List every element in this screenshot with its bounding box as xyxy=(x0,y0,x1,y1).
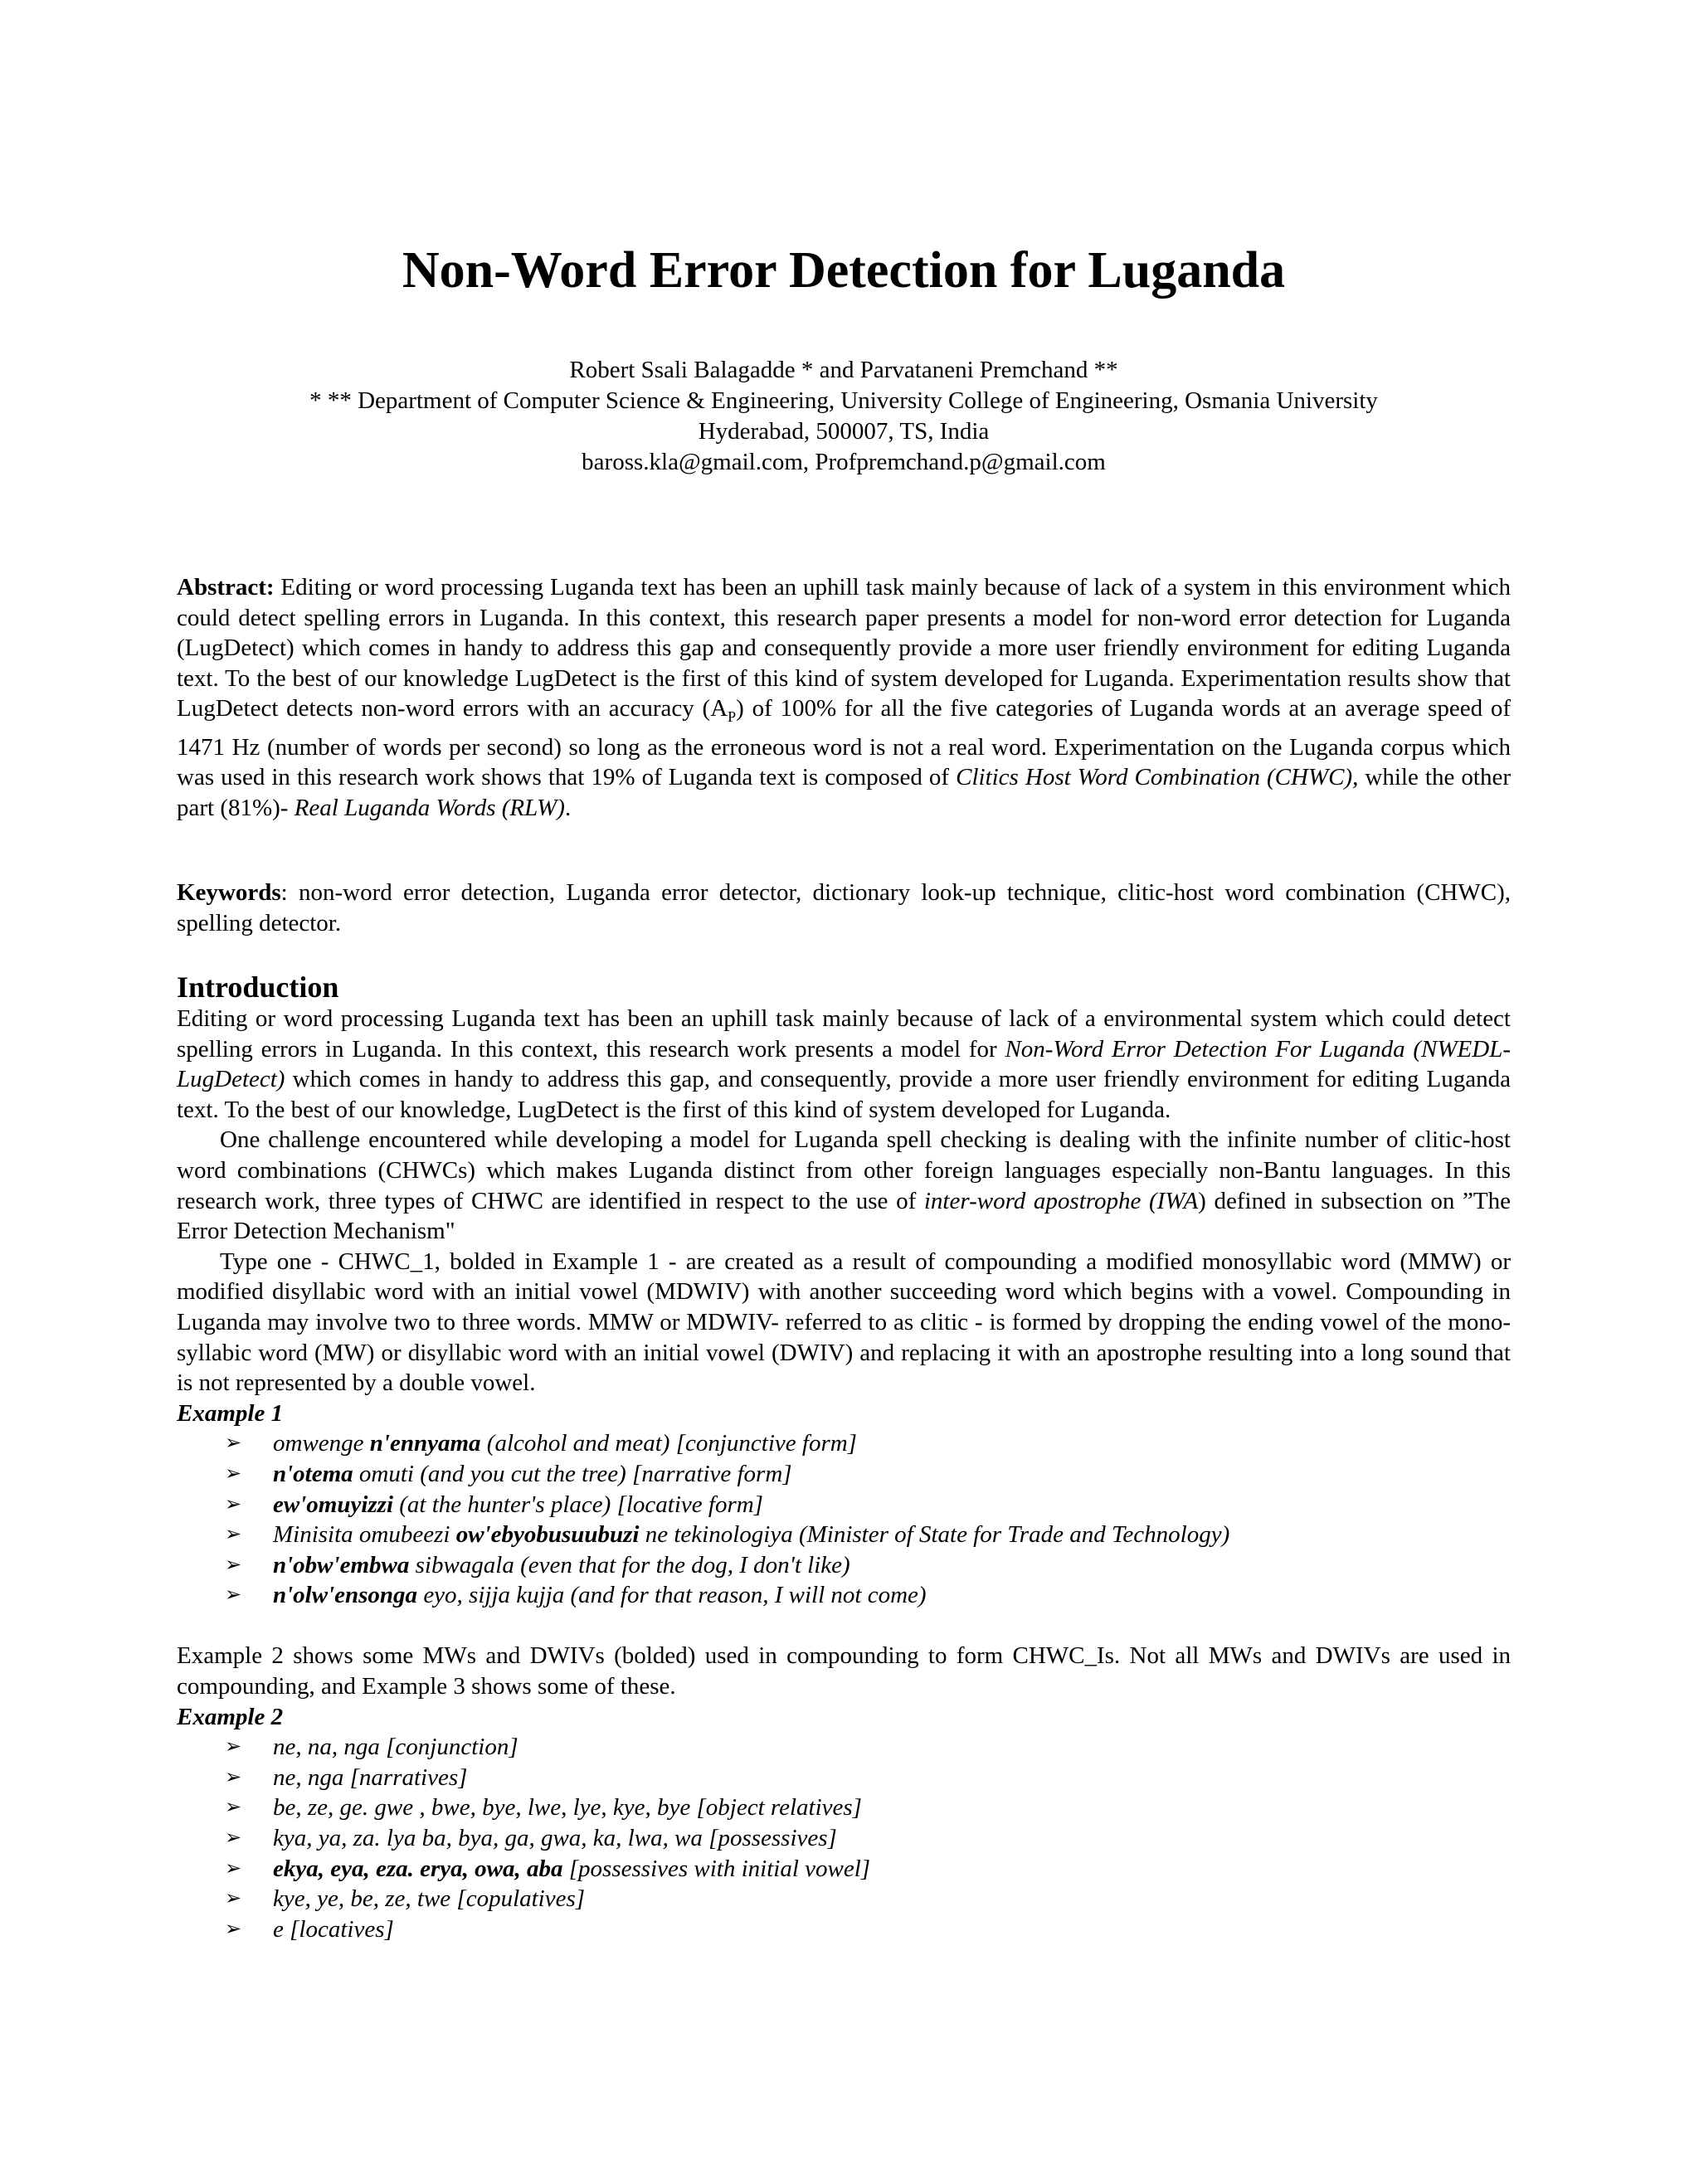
intro-p2-italic: inter-word apostrophe (IWA xyxy=(923,1187,1199,1214)
abstract-text-2: ) of 100% for all the five categories of Luganda words at an average speed of 1471 Hz (number of words per second) so long as the erroneous word is not a real word. Experimentation on the Luganda corpus which was used in this research work shows that 19% of Luganda text is composed of xyxy=(177,695,1511,791)
list-item xyxy=(225,1884,1511,1914)
arrow-bullet-icon: ➢ xyxy=(225,1432,242,1455)
author-emails: baross.kla@gmail.com, Profpremchand.p@gmail.com xyxy=(582,449,1106,475)
arrow-bullet-icon: ➢ xyxy=(225,1524,242,1546)
example-post: eyo, sijja kujja (and for that reason, I will not come) xyxy=(417,1582,927,1609)
paragraph-spacer xyxy=(177,1611,1511,1642)
section-heading-introduction: Introduction xyxy=(177,970,339,1004)
abstract-label: Abstract: xyxy=(177,574,275,601)
example-bold: ekya, eya, eza. erya, owa, aba xyxy=(273,1855,563,1882)
intro-p1-text-a: Editing or word processing Luganda text has been an uphill task mainly because of lack of a environmental system which could detect spelling errors in Luganda. In this context, this research work presents a model for xyxy=(177,1005,1511,1063)
example-text: [possessives with initial vowel] xyxy=(562,1855,871,1882)
author-address: Hyderabad, 500007, TS, India xyxy=(698,418,990,445)
arrow-bullet-icon: ➢ xyxy=(225,1493,242,1515)
list-item xyxy=(225,1914,1511,1945)
arrow-bullet-icon: ➢ xyxy=(225,1584,242,1607)
example-post: (at the hunter's place) [locative form] xyxy=(393,1491,763,1518)
keywords xyxy=(177,878,1511,938)
arrow-bullet-icon: ➢ xyxy=(225,1918,242,1940)
intro-p1-italic: Non-Word Error Detection For Luganda (NWEDL- LugDetect) xyxy=(177,1035,1511,1093)
list-item xyxy=(225,1763,1511,1793)
arrow-bullet-icon: ➢ xyxy=(225,1888,242,1910)
example-bold: n'otema xyxy=(273,1460,353,1487)
example-text: ne, na, nga [conjunction] xyxy=(273,1734,518,1761)
abstract-italic-1: Clitics Host Word Combination (CHWC), xyxy=(956,764,1359,791)
arrow-bullet-icon: ➢ xyxy=(225,1797,242,1819)
list-item xyxy=(225,1428,1511,1459)
example-1-label: Example 1 xyxy=(177,1399,284,1427)
abstract-text-1: Editing or word processing Luganda text has been an uphill task mainly because of lack of a system in this environment which could detect spelling errors in Luganda. In this context, this research paper presents a model for non-word error detection for Luganda (LugDetect) which comes in handy to address this gap and consequently provide a more user friendly environment for editing Luganda text. To the best of our knowledge LugDetect is the first of this kind of system developed for Luganda. Experimentation results show that LugDetect detects non-word errors with an accuracy (A xyxy=(177,574,1511,722)
abstract xyxy=(177,572,1511,824)
list-item xyxy=(225,1823,1511,1854)
arrow-bullet-icon: ➢ xyxy=(225,1554,242,1576)
example-post: omuti (and you cut the tree) [narrative form] xyxy=(353,1460,792,1487)
intro-paragraph-1 xyxy=(177,1004,1511,1125)
list-item xyxy=(225,1459,1511,1490)
arrow-bullet-icon: ➢ xyxy=(225,1736,242,1758)
list-item xyxy=(225,1792,1511,1823)
example-text: kya, ya, za. lya ba, bya, ga, gwa, ka, lwa, wa [possessives] xyxy=(273,1825,837,1852)
abstract-text-3: while the other part (81%)- xyxy=(177,764,1511,821)
example-2-label: Example 2 xyxy=(177,1703,284,1730)
list-item xyxy=(225,1732,1511,1763)
example-2-list xyxy=(177,1732,1511,1944)
list-item xyxy=(225,1550,1511,1581)
arrow-bullet-icon: ➢ xyxy=(225,1857,242,1880)
keywords-text: : non-word error detection, Luganda error detector, dictionary look-up technique, clitic-host word combination (CHWC), spelling detector. xyxy=(177,879,1511,936)
introduction-body xyxy=(177,1004,1511,1944)
author-block xyxy=(177,355,1511,478)
example-pre: Minisita omubeezi xyxy=(273,1521,456,1549)
intro-p1-text-b: which comes in handy to address this gap, and consequently, provide a more user friendly environment for editing Luganda text. To the best of our knowledge, LugDetect is the first of this kind of system developed for Luganda. xyxy=(177,1066,1511,1123)
example-post: sibwagala (even that for the dog, I don't like) xyxy=(409,1551,850,1578)
intro-paragraph-4: Example 2 shows some MWs and DWIVs (bolded) used in compounding to form CHWC_Is. Not all MWs and DWIVs are used in compounding, and Example 3 shows some of these. xyxy=(177,1642,1511,1700)
example-bold: ow'ebyobusuubuzi xyxy=(455,1521,640,1549)
example-text: e [locatives] xyxy=(273,1915,394,1943)
example-bold: n'obw'embwa xyxy=(273,1551,410,1578)
example-text: kye, ye, be, ze, twe [copulatives] xyxy=(273,1885,586,1913)
arrow-bullet-icon: ➢ xyxy=(225,1462,242,1485)
example-bold: n'olw'ensonga xyxy=(273,1582,418,1609)
list-item xyxy=(225,1490,1511,1520)
intro-paragraph-3: Type one - CHWC_1, bolded in Example 1 - are created as a result of compounding a modified monosyllabic word (MMW) or modified disyllabic word with an initial vowel (MDWIV) with another succeeding word which begins with a vowel. Compounding in Luganda may involve two to three words. MMW or MDWIV- referred to as clitic - is formed by dropping the ending vowel of the mono-syllabic word (MW) or disyllabic word with an initial vowel (DWIV) and replacing it with an apostrophe resulting into a long sound that is not represented by a double vowel. xyxy=(177,1248,1511,1397)
list-item xyxy=(225,1580,1511,1611)
arrow-bullet-icon: ➢ xyxy=(225,1827,242,1850)
intro-p2-text-a: One challenge encountered while developing a model for Luganda spell checking is dealing with the infinite number of clitic-host word combinations (CHWCs) which makes Luganda distinct from other foreign languages especially non-Bantu languages. In this research work, three types of CHWC are identified in respect to the use of xyxy=(177,1126,1511,1214)
list-item xyxy=(225,1520,1511,1550)
intro-paragraph-2 xyxy=(177,1125,1511,1246)
example-bold: ew'omuyizzi xyxy=(273,1491,394,1518)
abstract-italic-2: Real Luganda Words (RLW) xyxy=(294,794,565,821)
list-item xyxy=(225,1854,1511,1885)
author-names: Robert Ssali Balagadde * and Parvataneni Premchand ** xyxy=(569,357,1118,383)
arrow-bullet-icon: ➢ xyxy=(225,1766,242,1788)
example-pre: omwenge xyxy=(273,1430,370,1457)
paper-title: Non-Word Error Detection for Luganda xyxy=(402,242,1286,299)
example-post: (alcohol and meat) [conjunctive form] xyxy=(480,1430,857,1457)
intro-p2-text-b: ) defined in subsection on ”The Error Detection Mechanism" xyxy=(177,1187,1511,1245)
keywords-label: Keywords xyxy=(177,879,281,906)
example-bold: n'ennyama xyxy=(369,1430,481,1457)
example-1-list xyxy=(177,1428,1511,1611)
example-text: ne, nga [narratives] xyxy=(273,1763,468,1791)
author-affiliation: * ** Department of Computer Science & Engineering, University College of Engineering, Osmania University xyxy=(309,387,1378,414)
abstract-text-4: . xyxy=(564,794,572,821)
example-text: be, ze, ge. gwe , bwe, bye, lwe, lye, kye, bye [object relatives] xyxy=(273,1794,862,1822)
example-post: ne tekinologiya (Minister of State for Trade and Technology) xyxy=(639,1521,1230,1549)
abstract-subscript: P xyxy=(728,708,737,726)
